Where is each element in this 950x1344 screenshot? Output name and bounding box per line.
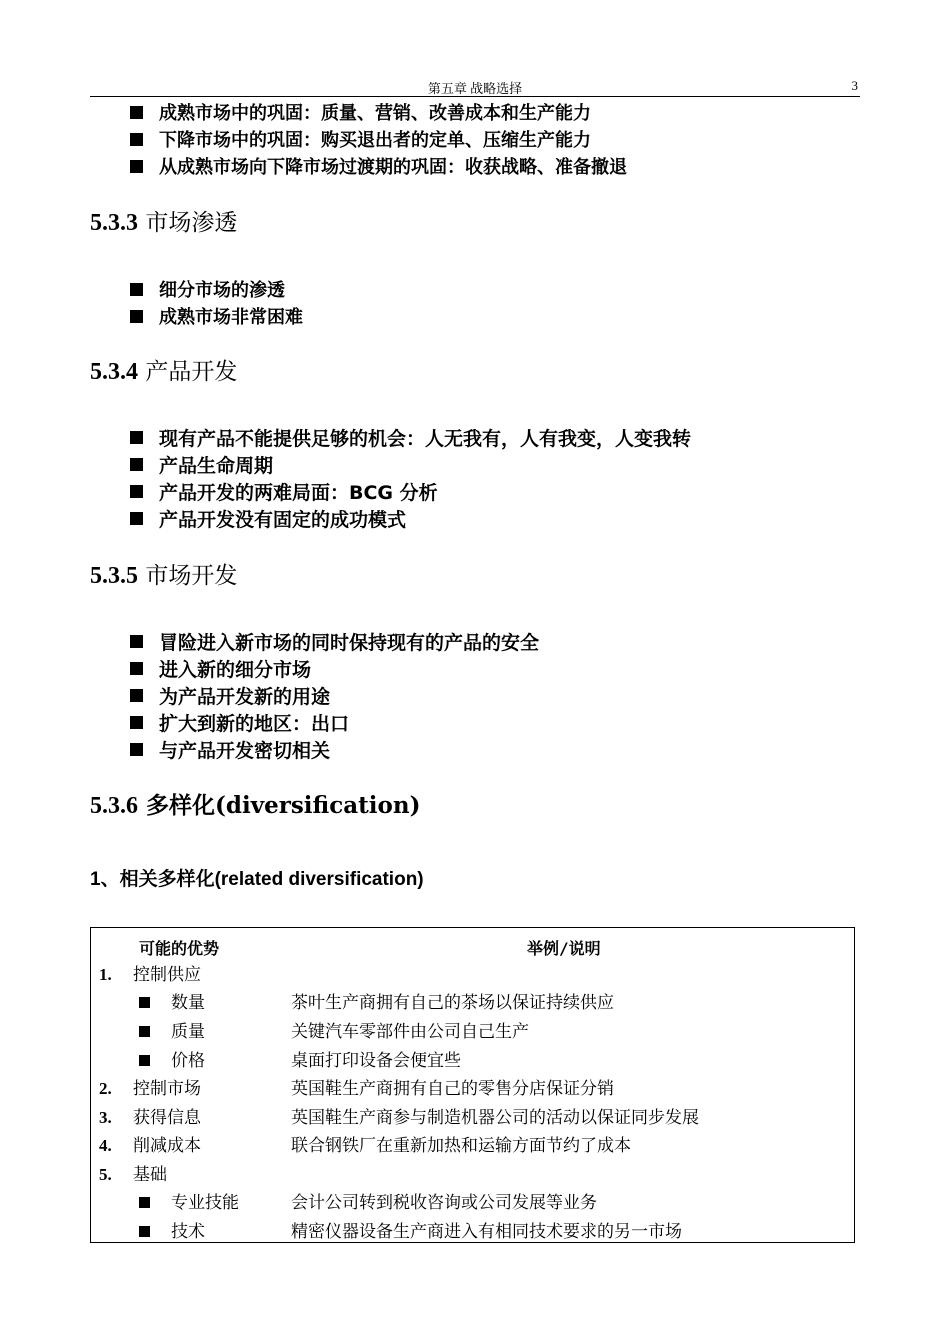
list-item: 下降市场中的巩固：购买退出者的定单、压缩生产能力 [130,127,627,154]
square-bullet-icon [130,106,143,119]
list-item: 成熟市场非常困难 [130,304,303,331]
list-item: 从成熟市场向下降市场过渡期的巩固：收获战略、准备撤退 [130,154,627,181]
table-row: 1. 控制供应 [99,965,201,985]
list-item: 为产品开发新的用途 [130,684,539,711]
list-item: 细分市场的渗透 [130,277,303,304]
market-dev-list [130,630,539,765]
table-header-advantage: 可能的优势 [139,939,220,958]
square-bullet-icon [130,743,143,756]
square-bullet-icon [139,1197,150,1208]
list-item: 冒险进入新市场的同时保持现有的产品的安全 [130,630,539,657]
advantages-table [90,927,855,1243]
table-row: 4. 削减成本 联合钢铁厂在重新加热和运输方面节约了成本 [99,1136,631,1156]
square-bullet-icon [130,310,143,323]
list-item: 进入新的细分市场 [130,657,539,684]
penetration-list [130,277,303,331]
square-bullet-icon [130,635,143,648]
list-item: 现有产品不能提供足够的机会：人无我有，人有我变，人变我转 [130,426,691,453]
subheading-related-diversification: 1、相关多样化(related diversification) [90,869,424,890]
square-bullet-icon [130,716,143,729]
table-row: 数量 茶叶生产商拥有自己的茶场以保证持续供应 [91,989,856,1017]
square-bullet-icon [130,689,143,702]
section-heading-536: 5.3.6 多样化(diversification) [90,792,421,819]
consolidation-list [130,100,627,181]
square-bullet-icon [139,997,150,1008]
table-row: 技术 精密仪器设备生产商进入有相同技术要求的另一市场 [91,1218,856,1246]
page-header [90,76,860,97]
table-row: 2. 控制市场 英国鞋生产商拥有自己的零售分店保证分销 [99,1079,614,1099]
square-bullet-icon [139,1055,150,1066]
list-item: 产品开发没有固定的成功模式 [130,507,691,534]
chapter-title: 第五章 战略选择 [427,81,523,96]
list-item: 产品生命周期 [130,453,691,480]
list-item: 成熟市场中的巩固：质量、营销、改善成本和生产能力 [130,100,627,127]
square-bullet-icon [130,431,143,444]
square-bullet-icon [130,485,143,498]
square-bullet-icon [130,283,143,296]
square-bullet-icon [130,512,143,525]
section-heading-534: 5.3.4 产品开发 [90,359,238,385]
list-item: 产品开发的两难局面：BCG 分析 [130,480,691,507]
list-item: 与产品开发密切相关 [130,738,539,765]
page-number: 3 [851,78,858,93]
list-item: 扩大到新的地区：出口 [130,711,539,738]
square-bullet-icon [139,1026,150,1037]
section-heading-535: 5.3.5 市场开发 [90,563,238,589]
product-dev-list [130,426,691,534]
square-bullet-icon [130,133,143,146]
table-row: 5. 基础 [99,1165,167,1185]
square-bullet-icon [139,1226,150,1237]
table-header-example: 举例/说明 [527,939,601,958]
table-row: 质量 关键汽车零部件由公司自己生产 [91,1018,856,1046]
square-bullet-icon [130,458,143,471]
table-row: 价格 桌面打印设备会便宜些 [91,1047,856,1075]
table-row: 专业技能 会计公司转到税收咨询或公司发展等业务 [91,1189,856,1217]
square-bullet-icon [130,662,143,675]
table-row: 3. 获得信息 英国鞋生产商参与制造机器公司的活动以保证同步发展 [99,1108,699,1128]
section-heading-533: 5.3.3 市场渗透 [90,210,238,236]
square-bullet-icon [130,160,143,173]
